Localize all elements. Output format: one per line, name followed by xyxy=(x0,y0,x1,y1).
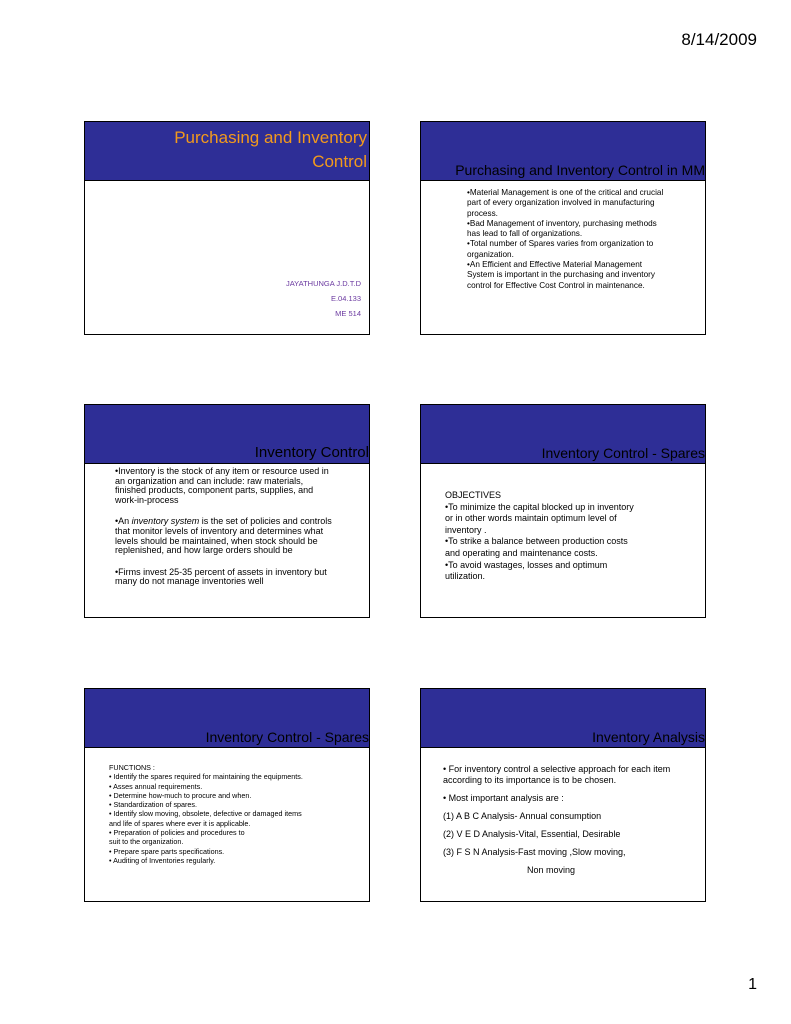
body-line: •An Efficient and Effective Material Management xyxy=(467,260,643,270)
slide-title-band xyxy=(85,405,369,464)
text-run: is the set of policies and controls xyxy=(199,516,332,527)
slide-title-band xyxy=(421,405,705,464)
body-line: •To strike a balance between production costs xyxy=(445,536,628,547)
author-block xyxy=(286,276,361,321)
slide-title: Inventory Analysis xyxy=(592,729,705,745)
body-line: suit to the organization. xyxy=(109,837,184,847)
body-line: (3) F S N Analysis-Fast moving ,Slow moving, xyxy=(443,847,626,857)
slide-1 xyxy=(84,121,370,335)
body-line: FUNCTIONS : xyxy=(109,763,155,772)
body-line: •To avoid wastages, losses and optimum xyxy=(445,559,608,570)
body-line: has lead to fall of organizations. xyxy=(467,229,583,239)
body-line: organization. xyxy=(467,249,514,259)
body-line: •Inventory is the stock of any item or resource used in xyxy=(115,466,329,476)
body-line: • Prepare spare parts specifications. xyxy=(109,846,225,856)
author-name: JAYATHUNGA J.D.T.D xyxy=(285,279,361,288)
italic-term: inventory system xyxy=(131,516,200,527)
slide-title-band xyxy=(85,689,369,748)
print-date: 8/14/2009 xyxy=(681,30,757,49)
body-line: that monitor levels of inventory and determines what xyxy=(115,525,324,536)
slide-title: Inventory Control - Spares xyxy=(541,445,705,461)
author-course: ME 514 xyxy=(335,309,361,318)
body-line: • Determine how-much to procure and when. xyxy=(109,790,252,800)
body-line: part of every organization involved in manufacturing xyxy=(467,198,655,208)
body-line: control for Effective Cost Control in maintenance. xyxy=(467,280,645,290)
slide-title xyxy=(174,126,367,174)
body-line: • Asses annual requirements. xyxy=(109,781,203,791)
slide-body xyxy=(115,467,360,587)
body-line: and life of spares where ever it is applicable. xyxy=(109,818,251,828)
body-line: • Identify the spares required for maintaining the equipments. xyxy=(109,772,303,782)
slide-4 xyxy=(420,404,706,618)
body-line: (1) A B C Analysis- Annual consumption xyxy=(443,811,602,821)
body-line: work-in-process xyxy=(115,494,179,505)
body-line: levels should be maintained, when stock should be xyxy=(115,535,318,546)
body-line: process. xyxy=(467,208,498,218)
body-line: many do not manage inventories well xyxy=(115,576,264,587)
body-line: inventory . xyxy=(445,524,487,535)
body-line: •Material Management is one of the critical and crucial xyxy=(467,188,664,197)
body-line: an organization and can include: raw materials, xyxy=(115,475,304,486)
slide-body xyxy=(109,763,349,865)
body-line: • Auditing of Inventories regularly. xyxy=(109,855,216,865)
body-line: Non moving xyxy=(527,865,576,875)
body-line: utilization. xyxy=(445,571,486,582)
slide-title: Purchasing and Inventory Control in MM xyxy=(455,162,705,178)
body-line xyxy=(443,764,705,786)
page-number: 1 xyxy=(748,976,757,993)
body-line: and operating and maintenance costs. xyxy=(445,547,598,558)
body-line: •Firms invest 25-35 percent of assets in inventory but xyxy=(115,566,327,577)
slide-title-line: Control xyxy=(312,152,367,171)
body-line: • Standardization of spares. xyxy=(109,800,198,810)
body-line: • Identify slow moving, obsolete, defective or damaged items xyxy=(109,809,302,819)
body-line: •To minimize the capital blocked up in inventory xyxy=(445,501,634,512)
body-line: • Most important analysis are : xyxy=(443,793,564,803)
slide-title: Inventory Control xyxy=(254,444,369,461)
author-id: E.04.133 xyxy=(330,294,361,303)
body-line: OBJECTIVES xyxy=(445,490,502,500)
body-line: finished products, component parts, supplies, and xyxy=(115,485,314,496)
slide-body xyxy=(467,188,687,291)
body-line: • Preparation of policies and procedures to xyxy=(109,828,245,838)
body-line: •Bad Management of inventory, purchasing methods xyxy=(467,218,657,228)
slide-title-band xyxy=(85,122,369,181)
body-line: replenished, and how large orders should be xyxy=(115,545,293,556)
slide-title-band xyxy=(421,689,705,748)
slide-title-line: Purchasing and Inventory xyxy=(174,128,367,147)
slide-title: Inventory Control - Spares xyxy=(205,729,369,745)
slide-body xyxy=(443,764,705,883)
text-run: according to its importance is to be chosen. xyxy=(443,775,617,785)
slide-body xyxy=(445,490,685,583)
body-line: •Total number of Spares varies from organization to xyxy=(467,239,654,249)
body-line: or in other words maintain optimum level of xyxy=(445,513,617,524)
slide-3 xyxy=(84,404,370,618)
slide-title-band xyxy=(421,122,705,181)
text-run: • For inventory control a selective approach for each item xyxy=(443,764,671,774)
slide-2 xyxy=(420,121,706,335)
slide-5 xyxy=(84,688,370,902)
text-run: •An xyxy=(115,516,132,527)
body-line: System is important in the purchasing and inventory xyxy=(467,270,655,280)
body-line: (2) V E D Analysis-Vital, Essential, Desirable xyxy=(443,829,621,839)
slide-6 xyxy=(420,688,706,902)
